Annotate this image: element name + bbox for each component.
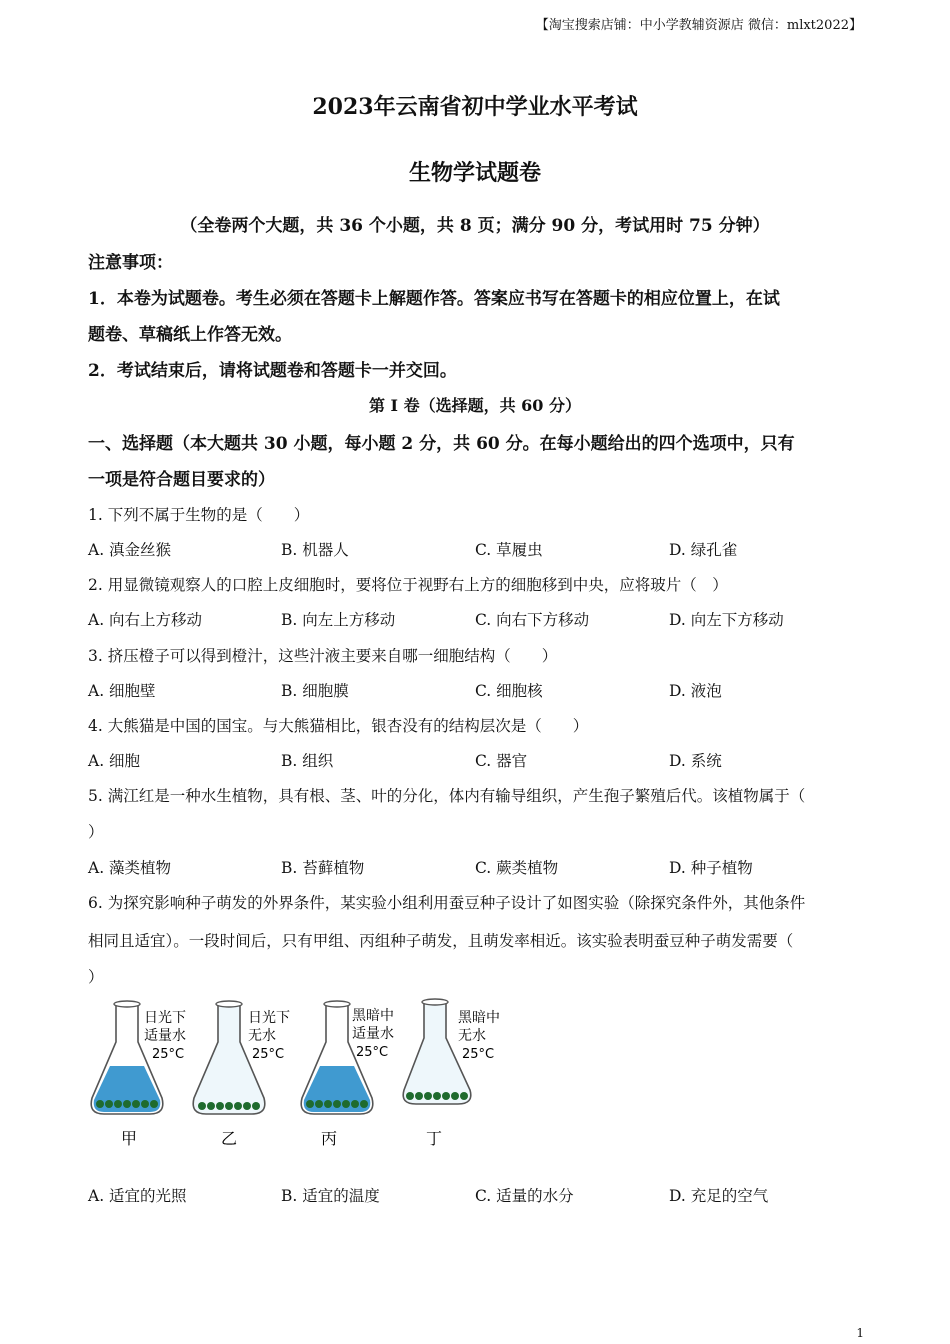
question-4-option-a: A. 细胞 xyxy=(88,752,141,770)
flask-2-temp: 25°C xyxy=(252,1047,285,1062)
question-4-option-b: B. 组织 xyxy=(281,752,334,770)
flask-1 xyxy=(91,1001,186,1148)
section-title: 第 I 卷（选择题，共 60 分） xyxy=(368,396,582,415)
question-3-option-d: D. 液泡 xyxy=(669,682,722,700)
notice-item-1-line-1: 1．本卷为试题卷。考生必须在答题卡上解题作答。答案应书写在答题卡的相应位置上，在试 xyxy=(88,289,780,309)
flask-2-label: 乙 xyxy=(221,1129,238,1148)
part-heading-line-2: 一项是符合题目要求的） xyxy=(88,470,275,490)
question-2-stem: 2. 用显微镜观察人的口腔上皮细胞时，要将位于视野右上方的细胞移到中央，应将玻片（ ） xyxy=(88,576,728,594)
flask-3-temp: 25°C xyxy=(356,1045,389,1060)
question-2-option-d: D. 向左下方移动 xyxy=(669,611,784,629)
question-5-option-d: D. 种子植物 xyxy=(669,859,753,877)
question-1-stem: 1. 下列不属于生物的是（ ） xyxy=(88,506,310,524)
flask-1-label: 甲 xyxy=(121,1129,138,1148)
flask-1-cond2: 适量水 xyxy=(144,1028,186,1044)
part-heading-line-1: 一、选择题（本大题共 30 小题，每小题 2 分，共 60 分。在每小题给出的四个选项中，只有 xyxy=(88,434,795,454)
flask-illustration xyxy=(88,994,528,1154)
question-5-stem-line-1: 5. 满江红是一种水生植物，具有根、茎、叶的分化，体内有输导组织，产生孢子繁殖后代。该植物属于（ xyxy=(88,787,806,805)
exam-title: 2023年云南省初中学业水平考试 xyxy=(312,94,638,120)
question-6-stem-line-1: 6. 为探究影响种子萌发的外界条件，某实验小组利用蚕豆种子设计了如图实验（除探究条件外，其他条件 xyxy=(88,894,806,912)
exam-subtitle: 生物学试题卷 xyxy=(408,160,541,186)
flask-1-cond1: 日光下 xyxy=(144,1010,186,1026)
exam-info: （全卷两个大题，共 36 个小题，共 8 页；满分 90 分，考试用时 75 分钟） xyxy=(180,216,770,236)
flask-4 xyxy=(403,999,500,1148)
question-2-option-a: A. 向右上方移动 xyxy=(88,611,203,629)
notice-heading: 注意事项： xyxy=(88,253,173,273)
question-1-option-c: C. 草履虫 xyxy=(475,541,543,559)
question-3-option-b: B. 细胞膜 xyxy=(281,682,349,700)
flask-3 xyxy=(301,1001,394,1148)
question-6-option-c: C. 适量的水分 xyxy=(475,1187,574,1205)
seed-germination-figure xyxy=(88,994,528,1154)
question-2-option-b: B. 向左上方移动 xyxy=(281,611,396,629)
flask-4-temp: 25°C xyxy=(462,1047,495,1062)
flask-2-cond2: 无水 xyxy=(248,1028,276,1044)
question-1-option-a: A. 滇金丝猴 xyxy=(88,541,172,559)
page-number: 1 xyxy=(856,1326,864,1340)
flask-1-temp: 25°C xyxy=(152,1047,185,1062)
notice-item-1-line-2: 题卷、草稿纸上作答无效。 xyxy=(88,325,292,345)
flask-3-label: 丙 xyxy=(321,1129,338,1148)
question-1-option-d: D. 绿孔雀 xyxy=(669,541,738,559)
notice-item-2: 2．考试结束后，请将试题卷和答题卡一并交回。 xyxy=(88,361,457,381)
question-4-option-c: C. 器官 xyxy=(475,752,528,770)
question-1-option-b: B. 机器人 xyxy=(281,541,349,559)
question-6-stem-line-3: ） xyxy=(88,968,104,986)
header-note: 【淘宝搜索店铺：中小学教辅资源店 微信：mlxt2022】 xyxy=(535,18,862,33)
question-4-option-d: D. 系统 xyxy=(669,752,722,770)
question-5-stem-line-2: ） xyxy=(88,823,104,841)
question-5-option-a: A. 藻类植物 xyxy=(88,859,172,877)
question-6-option-a: A. 适宜的光照 xyxy=(88,1187,187,1205)
question-2-option-c: C. 向右下方移动 xyxy=(475,611,590,629)
flask-2-cond1: 日光下 xyxy=(248,1010,290,1026)
question-5-option-c: C. 蕨类植物 xyxy=(475,859,559,877)
flask-4-cond1: 黑暗中 xyxy=(458,1010,500,1026)
flask-3-cond2: 适量水 xyxy=(352,1026,394,1042)
flask-4-cond2: 无水 xyxy=(458,1028,486,1044)
question-3-option-c: C. 细胞核 xyxy=(475,682,543,700)
flask-4-label: 丁 xyxy=(426,1129,443,1148)
flask-2 xyxy=(193,1001,290,1148)
question-4-stem: 4. 大熊猫是中国的国宝。与大熊猫相比，银杏没有的结构层次是（ ） xyxy=(88,717,589,735)
question-3-option-a: A. 细胞壁 xyxy=(88,682,156,700)
flask-3-cond1: 黑暗中 xyxy=(352,1008,394,1024)
question-6-option-b: B. 适宜的温度 xyxy=(281,1187,380,1205)
question-5-option-b: B. 苔藓植物 xyxy=(281,859,365,877)
question-6-option-d: D. 充足的空气 xyxy=(669,1187,769,1205)
question-3-stem: 3. 挤压橙子可以得到橙汁，这些汁液主要来自哪一细胞结构（ ） xyxy=(88,647,558,665)
question-6-stem-line-2: 相同且适宜）。一段时间后，只有甲组、丙组种子萌发，且萌发率相近。该实验表明蚕豆种子萌发需要（ xyxy=(88,932,794,950)
